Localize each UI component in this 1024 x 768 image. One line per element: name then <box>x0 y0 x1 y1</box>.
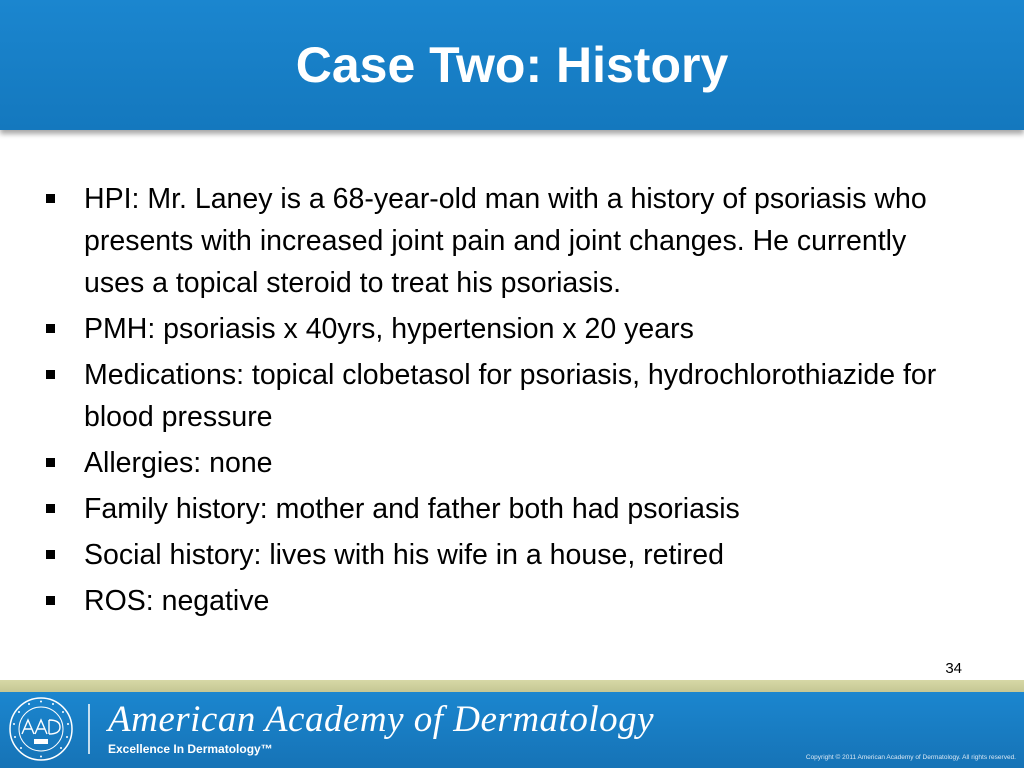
aad-seal-logo <box>8 696 74 762</box>
footer-bar <box>0 692 1024 768</box>
square-bullet-icon <box>46 370 55 379</box>
title-bar <box>0 0 1024 130</box>
list-item <box>44 308 964 350</box>
bullet-text: Medications: topical clobetasol for psoriasis, hydrochlorothiazide for blood pressure <box>84 359 937 433</box>
organization-name: American Academy of Dermatology <box>108 699 655 740</box>
footer-divider <box>88 704 90 754</box>
list-item <box>44 442 964 484</box>
square-bullet-icon <box>46 550 55 559</box>
bullet-text: Social history: lives with his wife in a house, retired <box>84 539 724 571</box>
bullet-text: ROS: negative <box>84 585 270 617</box>
square-bullet-icon <box>46 324 55 333</box>
bullet-text: PMH: psoriasis x 40yrs, hypertension x 20 years <box>84 313 694 345</box>
square-bullet-icon <box>46 194 55 203</box>
square-bullet-icon <box>46 596 55 605</box>
slide-number: 34 <box>945 660 962 677</box>
list-item <box>44 580 964 622</box>
list-item <box>44 488 964 530</box>
organization-tagline: Excellence In Dermatology™ <box>108 742 273 756</box>
square-bullet-icon <box>46 458 55 467</box>
square-bullet-icon <box>46 504 55 513</box>
copyright-notice: Copyright © 2011 American Academy of Dermatology. All rights reserved. <box>805 754 1016 761</box>
footer-rule <box>0 680 1024 692</box>
bullet-list <box>44 178 964 626</box>
bullet-text: Allergies: none <box>84 447 273 479</box>
bullet-text: HPI: Mr. Laney is a 68-year-old man with a history of psoriasis who presents with increased joint pain and joint changes. He currently uses a topical steroid to treat his psoriasis. <box>84 183 927 299</box>
list-item <box>44 534 964 576</box>
list-item <box>44 354 964 438</box>
bullet-text: Family history: mother and father both had psoriasis <box>84 493 740 525</box>
list-item <box>44 178 964 304</box>
slide-title: Case Two: History <box>295 37 729 93</box>
